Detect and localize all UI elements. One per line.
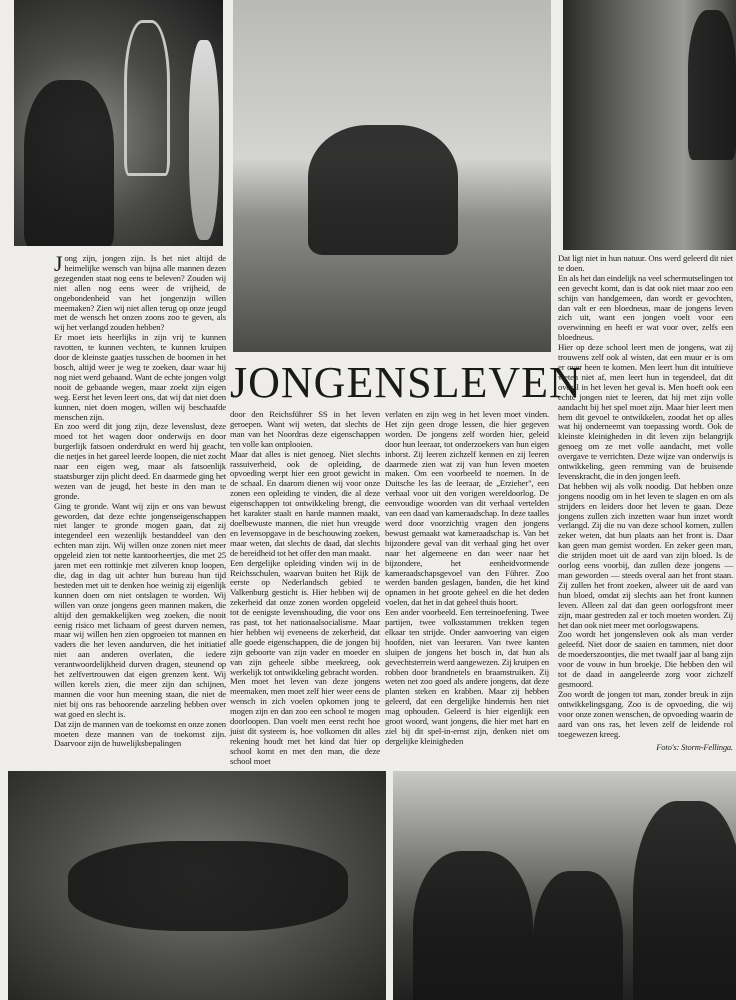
- paragraph: Zoo wordt het jongensleven ook als man verder geleefd. Niet door de saaien en tammen, niet door de moederszoontjes, die met twaalf jaar al bang zijn voor de vouw in hun broekje. Die hebben den wil tot de daad in aangeleerde zorg voor zichzelf gesmoord.: [558, 629, 733, 689]
- paragraph: Een dergelijke opleiding vinden wij in de Reichsschulen, waarvan buiten het Rijk de eerste op Nederlandsch gebied te Valkenburg gesticht is. Hier hebben wij de zekerheid dat onze zonen worden opgeleid tot de eenigste levenshouding, die voor ons ras past, tot het nationaalsocialisme. Maar hier hebben wij eveneens de zekerheid, dat alle goede eigenschappen, die de jongen bij zijn geboorte van zijn vader en moeder en van zijn geheele sibbe meekreeg, ook werkelijk tot ontwikkeling gebracht worden.: [230, 557, 380, 677]
- text-column-2: [230, 410, 380, 767]
- paragraph: Men moet het leven van deze jongens meemaken, men moet zelf hier weer eens de wensch in zich voelen opkomen jong te mogen zijn en dan zoo een school te mogen doorloopen. Dan voelt men eerst recht hoe juist dit systeem is, hoe volkomen dit alles rekening houdt met het kind dat hier op school komt en met den man, die deze school moet: [230, 676, 380, 766]
- photo-credit: Foto's: Storm-Fellinga.: [656, 742, 733, 753]
- paragraph: verlaten en zijn weg in het leven moet vinden. Het zijn geen droge lessen, die hier gegeven worden. De jongens zelf worden hier, geleid door hun leeraar, tot onderzoekers van hun eigen inborst. Zij leeren zichzelf kennen en zij leeren daarmede zien wat zij van hun leven moeten maken. Om een voorbeeld te noemen. In de Duitsche les las de leeraar, de „Erzieher", een verhaal voor uit den vorigen wereldoorlog. De eenvoudige woorden van dit verhaal vertelden van een daad van kameraadschap. In deze taalles werd door voorzichtig vragen den jongens bewust gemaakt wat kameraadschap is. Van het bijzondere geval van dit verhaal ging het over naar het algemeene en dan weer naar het bijzondere, het eenheidvormende kameraadschapsgevoel van den Führer. Zoo werden banden geslagen, banden, die het kind opnamen in het groote geheel en die het deden voelen, dat het in dat geheel thuis hoort.: [385, 409, 549, 608]
- paragraph: En zoo werd dit jong zijn, deze levenslust, deze moed tot het wagen door onderwijs en door burgerlijk fatsoen onderdrukt en werd hij geacht, die netjes in het gareel leerde loopen, die niet zocht naar een eigen weg, maar als fatsoenlijk staatsburger zijn plicht deed. En daarmede ging het wezen van de jeugd, het beste in den man te gronde.: [54, 421, 226, 501]
- paragraph: Dat ligt niet in hun natuur. Ons werd geleerd dit niet te doen.: [558, 253, 733, 273]
- paragraph: ong zijn, jongen zijn. Is het niet altijd de heimelijke wensch van bijna alle mannen dezen gezegenden staat nog eens te beleven? Zouden wij niet allen nog eens weer de vrijheid, de ongebondenheid van het jongenzijn willen meemaken? Zien wij niet allen terug op onze jeugd met de wensch het onzen zoons zoo te geven, als wij het verlangd zouden hebben?: [54, 253, 226, 333]
- photo-boys-marching: [233, 0, 551, 352]
- text-column-3: [385, 410, 549, 747]
- photo-boys-group: [393, 771, 736, 1000]
- paragraph: Zoo wordt de jongen tot man, zonder breuk in zijn ontwikkelingsgang. Zoo is de opvoeding, die wij voor onze zonen wenschen, de opvoeding waarin de aard van ons ras, het leven zelf de leidende rol toegewezen kreeg.: [558, 688, 733, 739]
- paragraph: Dat zijn de mannen van de toekomst en onze zonen moeten deze mannen van de toekomst zijn. Daarvoor zijn de huwelijksbepalingen: [54, 718, 226, 749]
- paragraph: Maar dat alles is niet genoeg. Niet slechts rassuiverheid, ook de opleiding, de opvoeding werpt hier een groot gewicht in de schaal. En daarom dienen wij voor onze zonen een opleiding te vinden, die al deze eigenschappen tot ontwikkeling brengt, die het karakter staalt en harde mannen maakt, doelbewuste mannen, die niet hun vreugde en levensopgave in de beschouwing zoeken, maar weten, dat slechts de daad, dat slechts de bereidheid tot het offer den man maakt.: [230, 448, 380, 558]
- text-column-1: [54, 251, 226, 749]
- photo-boy-with-lyre: [14, 0, 223, 246]
- text-column-4: [558, 254, 733, 753]
- paragraph: Er moet iets heerlijks in zijn vrij te kunnen ravotten, te kunnen vechten, te kunnen kruipen door de kleinste gaatjes tusschen de boomen in het bosch, altijd weer je weg te zoeken, daar waar hij nog niet werd gebaand. Want de echte jongen volgt nooit de gebaande wegen, maar zoekt zijn eigen weg. Eerst het leven leert ons, dat wij dat niet doen kunnen, niet doen mogen, willen wij beschaafde menschen zijn.: [54, 332, 226, 422]
- drop-cap: J: [54, 251, 63, 276]
- paragraph: Ging te gronde. Want wij zijn er ons van bewust geworden, dat deze echte jongenseigenschappen niet langer te gronde mogen gaan, dat zij integendeel een wezenlijk bestanddeel van den echten man zijn. Wij willen onze zonen niet meer opgeleid zien tot nette kantoorheertjes, die met 25 jaren met een rottinkje met zilveren knop loopen, die, dag in dag uit achter hun bureau hun tijd besteden met uit te denken hoe weinig zij eigenlijk kunnen doen om niet ontslagen te worden. Wij willen van onze jongens geen mannen maken, die altijd den gemakkelijken weg zoeken, die nooit eenig risico met lichaam of geest durven nemen, maar wij willen hen zien opgroeien tot mannen en vaders die het leven aandurven, die het initiatief niet aan anderen overlaten, die iedere verantwoordelijkheid durven dragen, steunend op het zelfvertrouwen dat eigen grenzen kent. Wij willen kerels zien, die meer zijn dan schijnen, mannen die voor hun meening staan, die niet de niet bij ons ras behoorende aarzeling hebben over wat goed en slecht is.: [54, 500, 226, 719]
- article-title: JONGENSLEVEN: [230, 358, 582, 407]
- photo-boys-crawling: [8, 771, 386, 1000]
- paragraph: Dat hebben wij als volk noodig. Dat hebben onze jongens noodig om in het leven te slagen en om als strijders en leiders door het leven te gaan. Deze jongens zullen zich inzetten waar hun inzet wordt verlangd. Zij die nu van deze school komen, zullen zeker weten, dat hun plaats aan het front is. Daar kan geen man gemist worden. En zeker geen man, die strijden moet uit de aard van zijn bloed. Is de oorlog eens voorbij, dan zullen deze jongens — man geworden — steeds overal aan het front staan. Zij zullen het front zoeken, alweer uit de aard van hun bloed, omdat zij slechts aan het front kunnen leven. Alleen zal dat dan geen oorlogsfront meer zijn, maar gestreden zal er toch moeten worden. Zij het dan ook niet meer met oorlogswapens.: [558, 480, 733, 630]
- paragraph: door den Reichsführer SS in het leven geroepen. Want wij weten, dat slechts de man van het Noordras deze eigenschappen ten volle kan ontplooien.: [230, 409, 380, 449]
- photo-boys-by-tree: [563, 0, 736, 250]
- paragraph: Een ander voorbeeld. Een terreinoefening. Twee partijen, twee volksstammen trekken tegen elkaar ten strijde. Onder aanvoering van eigen hoofden, niet van leeraren. Van twee kanten sluipen de jongens het bosch in, dat hun als gevechtsterrein werd aangewezen. Zij kruipen en robben door brandnetels en braamstruiken. Zij weten net zoo goed als andere jongens, dat deze planten steken en krabben. Maar zij hebben geleerd, dat een dergelijke hindernis hen niet mag ophouden. Geleerd is hier eigenlijk een groot woord, want jongens, die hier met hart en ziel bij dit spel-in-ernst zijn, denken niet om dergelijke kleinigheden: [385, 607, 549, 746]
- paragraph: Hier op deze school leert men de jongens, wat zij trouwens zelf ook al wisten, dat een muur er is om er over heen te komen. Men leert hun dit intuïtieve weten niet af, men leert hun in tegendeel, dat dit overal in het leven het geval is. Men hoeft ook een echte jongen niet te leeren, dat hij met zijn volle aandacht bij het spel moet zijn. Maar hier leert men hem dit gevoel te ontwikkelen, zoodat het op alles wat hij onderneemt van toepassing wordt. Ook de kleinste kleinigheden in dit leven zijn belangrijk genoeg om ze met volle aandacht, met volle overgave te verrichten. Deze wijze van onderwijs is ontwikkeling, geen remming van de bruisende levenskracht, die in den jongen leeft.: [558, 342, 733, 481]
- paragraph: En als het dan eindelijk na veel schermutselingen tot een gevecht komt, dan is dat ook niet maar zoo een schijn van handgemeen, dan wordt er gevochten, dan valt er een bloedneus, maar de jongens leven zich uit, want een jongen voelt voor een overwinning en heeft er wat voor over, zelfs een bloedneus.: [558, 272, 733, 343]
